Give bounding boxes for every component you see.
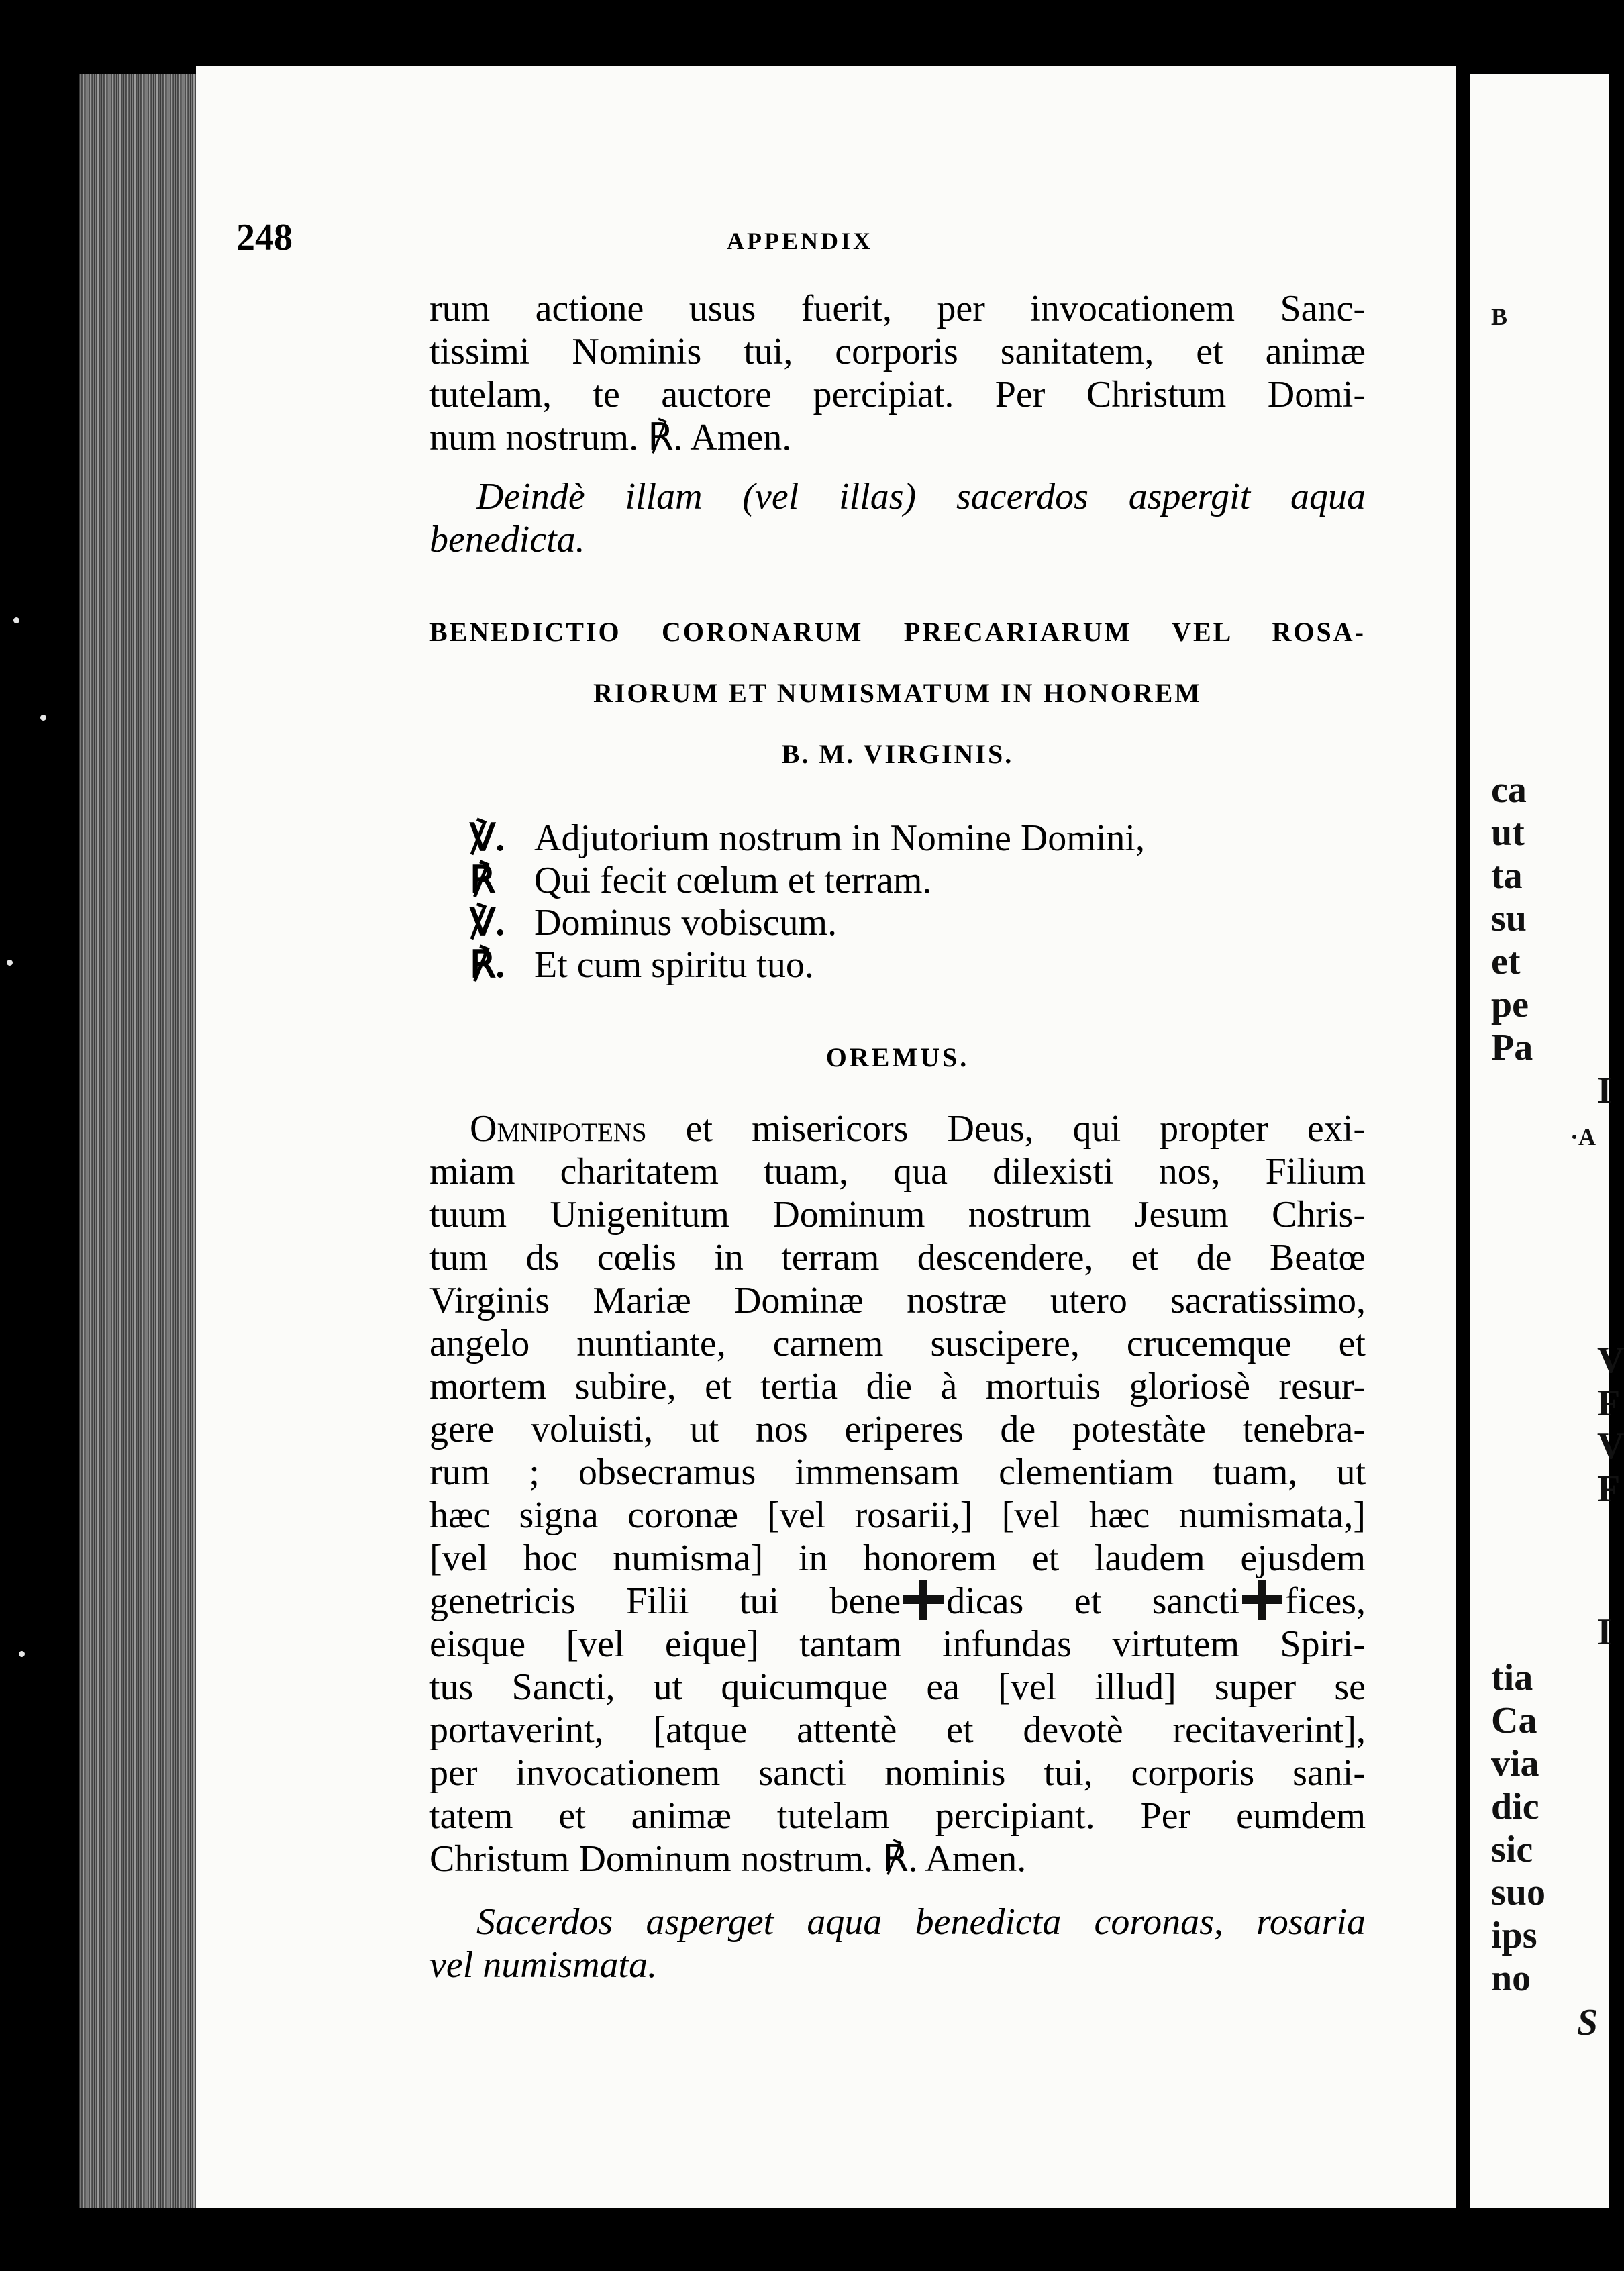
cross-icon [903,1580,944,1620]
versicle-text: Qui fecit cœlum et terram. [534,860,932,901]
facing-fragment: F [1597,1382,1621,1424]
text-line: tus Sancti, ut quicumque ea [vel illud] super se [429,1666,1366,1708]
heading-line: B. M. VIRGINIS. [781,739,1014,769]
facing-fragment: V [1597,1340,1624,1381]
text-line: tissimi Nominis tui, corporis sanitatem, et animæ [429,331,1366,372]
text-line: vel numismata. [429,1944,658,1986]
versicles [470,817,1145,987]
facing-fragment: et [1491,941,1521,982]
speck [40,715,46,721]
text-line: rum actione usus fuerit, per invocationem Sanc- [429,288,1366,330]
text-line: benedicta. [429,519,585,560]
oremus-heading: OREMUS. [825,1042,970,1072]
text-line: tatem et animæ tutelam percipiant. Per eumdem [429,1795,1366,1837]
text-line [429,1107,1366,1150]
text-line: Sacerdos asperget aqua benedicta coronas, rosaria [476,1901,1366,1943]
prayer-paragraph [429,1107,1366,1880]
text-line: gere voluisti, ut nos eriperes de potestàte tenebra- [429,1409,1366,1450]
text-line: tutelam, te auctore percipiat. Per Christum Domi- [429,374,1366,415]
facing-fragment: pe [1491,984,1529,1025]
facing-fragment: B [1491,303,1508,330]
versicle-symbol: ℣. [470,902,505,944]
speck [13,617,19,623]
facing-fragment: tia [1491,1657,1533,1699]
section-heading [429,616,1366,770]
facing-fragment: V [1597,1425,1624,1467]
facing-fragment: Ca [1491,1700,1537,1742]
text-line: portaverint, [atque attentè et devotè recitaverint], [429,1709,1366,1751]
versicle-text: Dominus vobiscum. [534,902,838,944]
cross-icon [1242,1580,1282,1620]
book-spine [79,74,200,2208]
page-number: 248 [236,217,293,258]
facing-fragment: su [1491,898,1527,940]
response-symbol: ℟. [470,944,505,986]
facing-fragment: F [1597,1468,1621,1510]
text-line: Deindè illam (vel illas) sacerdos aspergit aqua [476,476,1366,517]
text-line: angelo nuntiante, carnem suscipere, crucemque et [429,1323,1366,1364]
versicle-text: Adjutorium nostrum in Nomine Domini, [534,817,1145,859]
facing-fragment: no [1491,1958,1531,1999]
versicle-row [470,817,1145,860]
text-line: [vel hoc numisma] in honorem et laudem ejusdem [429,1537,1366,1579]
text-fragment: dicas et sancti [946,1580,1240,1622]
versicle-row [470,902,1145,944]
facing-fragment: S [1577,2002,1598,2043]
text-fragment: et misericors Deus, qui propter exi- [685,1108,1366,1150]
facing-fragment: via [1491,1743,1539,1784]
text-line: tuum Unigenitum Dominum nostrum Jesum Chris- [429,1194,1366,1235]
facing-fragment: ·A [1570,1123,1596,1150]
facing-fragment: I [1597,1611,1612,1653]
facing-fragment: I [1597,1070,1612,1111]
text-line [429,1580,1366,1623]
rubric-sprinkle-objects [429,1901,1366,1986]
drop-word: Omnipotens [470,1108,647,1150]
facing-fragment: ta [1491,855,1523,897]
text-line: num nostrum. ℟. Amen. [429,417,792,458]
text-line: tum ds cœlis in terram descendere, et de Beatœ [429,1237,1366,1278]
facing-fragment: ca [1491,769,1527,811]
running-head: APPENDIX [727,228,873,254]
text-line: miam charitatem tuam, qua dilexisti nos, Filium [429,1151,1366,1193]
heading-line: BENEDICTIO CORONARUM PRECARIARUM VEL ROSA- [429,617,1366,647]
rubric-sprinkle [429,475,1366,561]
versicle-row [470,860,1145,902]
text-line: eisque [vel eique] tantam infundas virtutem Spiri- [429,1623,1366,1665]
text-line: per invocationem sancti nominis tui, corporis sani- [429,1752,1366,1794]
text-line: Christum Dominum nostrum. ℟. Amen. [429,1838,1027,1880]
facing-fragment: dic [1491,1786,1539,1827]
text-line: Virginis Mariæ Dominæ nostræ utero sacratissimo, [429,1280,1366,1321]
response-symbol: ℟ [470,860,496,901]
facing-fragment: sic [1491,1829,1533,1870]
facing-fragment: suo [1491,1872,1545,1913]
facing-fragment: ips [1491,1915,1537,1956]
versicle-symbol: ℣. [470,817,505,859]
text-fragment: genetricis Filii tui bene [429,1580,901,1622]
heading-line: RIORUM ET NUMISMATUM IN HONOREM [593,678,1203,708]
text-fragment: fices, [1285,1580,1366,1622]
page-gutter [1456,74,1470,2208]
intro-paragraph [429,287,1366,459]
speck [19,1651,25,1657]
facing-fragment: Pa [1491,1027,1533,1068]
versicle-row [470,944,1145,987]
versicle-text: Et cum spiritu tuo. [534,944,814,986]
facing-page [1470,74,1624,2208]
text-line: rum ; obsecramus immensam clementiam tuam, ut [429,1452,1366,1493]
facing-fragment: ut [1491,812,1525,854]
text-line: mortem subire, et tertia die à mortuis gloriosè resur- [429,1366,1366,1407]
text-line: hæc signa coronæ [vel rosarii,] [vel hæc numismata,] [429,1495,1366,1536]
page-header [236,216,1364,263]
speck [7,960,13,966]
